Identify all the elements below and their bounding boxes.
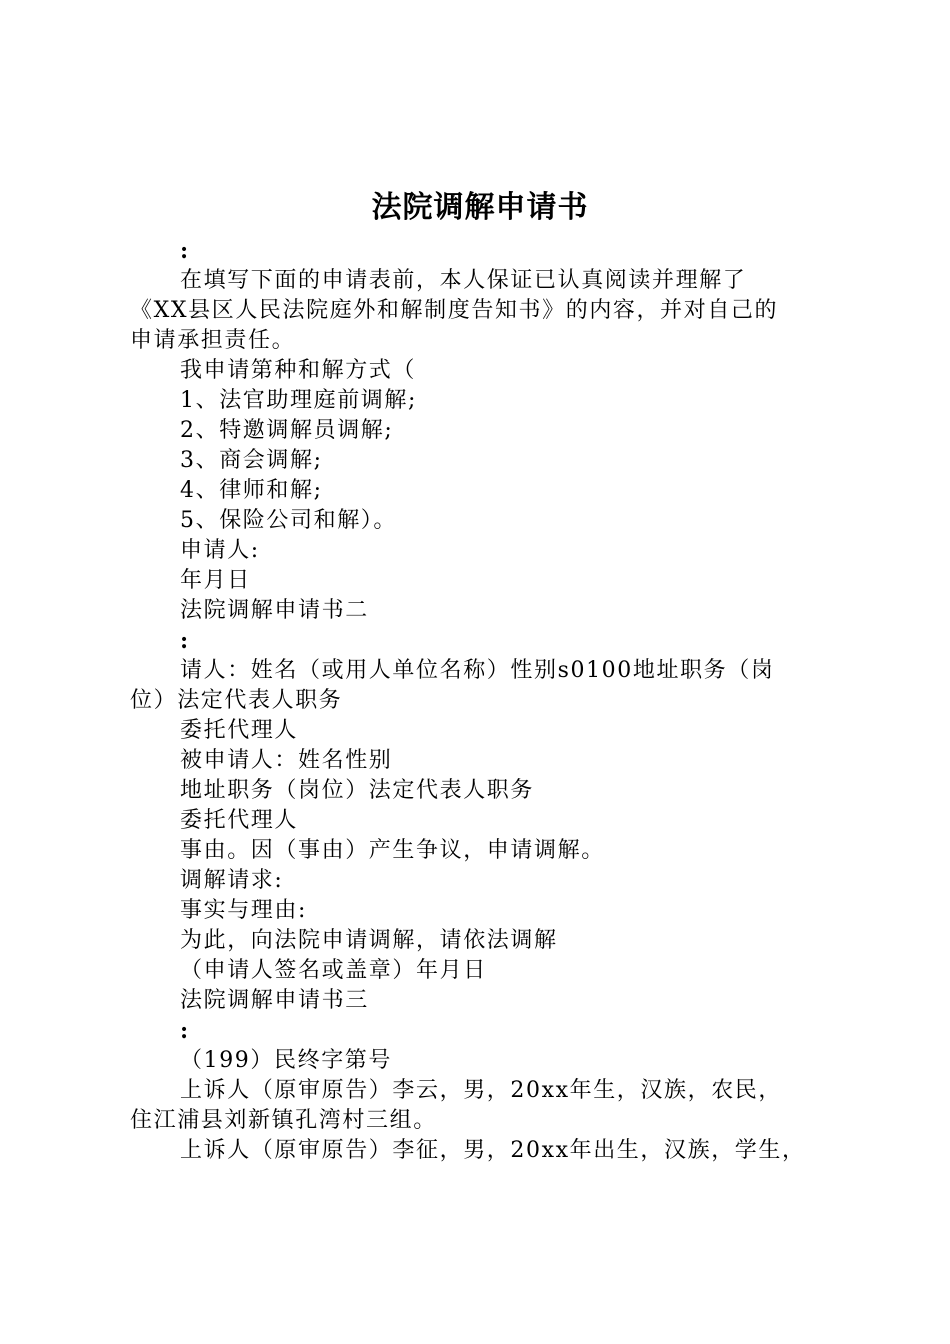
section-heading: 法院调解申请书三 xyxy=(180,988,369,1013)
paragraph-line: 委托代理人 xyxy=(180,808,299,833)
document-title: 法院调解申请书 xyxy=(371,190,589,225)
list-item: 3、商会调解; xyxy=(180,448,323,473)
paragraph-line: 我申请第种和解方式（ xyxy=(180,358,417,383)
section-colon: : xyxy=(180,628,190,654)
document-body xyxy=(130,236,835,1166)
paragraph-line: 请人：姓名（或用人单位名称）性别s0100地址职务（岗 xyxy=(180,658,775,683)
section-heading: 法院调解申请书二 xyxy=(180,598,369,623)
paragraph-line: 住江浦县刘新镇孔湾村三组。 xyxy=(130,1108,437,1133)
paragraph-line: 地址职务（岗位）法定代表人职务 xyxy=(180,778,535,803)
paragraph-line: 委托代理人 xyxy=(180,718,299,743)
list-item: 2、特邀调解员调解; xyxy=(180,418,394,443)
paragraph-line: 年月日 xyxy=(180,568,251,593)
section-colon: : xyxy=(180,1018,190,1044)
list-item: 5、保险公司和解）。 xyxy=(180,508,397,533)
paragraph-line: （申请人签名或盖章）年月日 xyxy=(180,958,487,983)
list-item: 1、法官助理庭前调解; xyxy=(180,388,418,413)
paragraph-line: 申请承担责任。 xyxy=(130,328,296,353)
paragraph-line: 位）法定代表人职务 xyxy=(130,688,343,713)
paragraph-line: 上诉人（原审原告）李征，男，20xx年出生，汉族，学生， xyxy=(180,1138,806,1163)
section-colon: : xyxy=(180,238,190,264)
list-item: 4、律师和解; xyxy=(180,478,323,503)
paragraph-line: 申请人: xyxy=(180,538,260,563)
paragraph-line: （199）民终字第号 xyxy=(180,1048,392,1073)
paragraph-line: 《XX县区人民法院庭外和解制度告知书》的内容，并对自己的 xyxy=(130,298,779,323)
paragraph-line: 被申请人：姓名性别 xyxy=(180,748,393,773)
paragraph-line: 为此，向法院申请调解，请依法调解 xyxy=(180,928,558,953)
paragraph-line: 上诉人（原审原告）李云，男，20xx年生，汉族，农民， xyxy=(180,1078,783,1103)
paragraph-line: 在填写下面的申请表前，本人保证已认真阅读并理解了 xyxy=(180,268,747,293)
paragraph-line: 事由。因（事由）产生争议，申请调解。 xyxy=(180,838,605,863)
paragraph-line: 调解请求: xyxy=(180,868,284,893)
paragraph-line: 事实与理由: xyxy=(180,898,308,923)
